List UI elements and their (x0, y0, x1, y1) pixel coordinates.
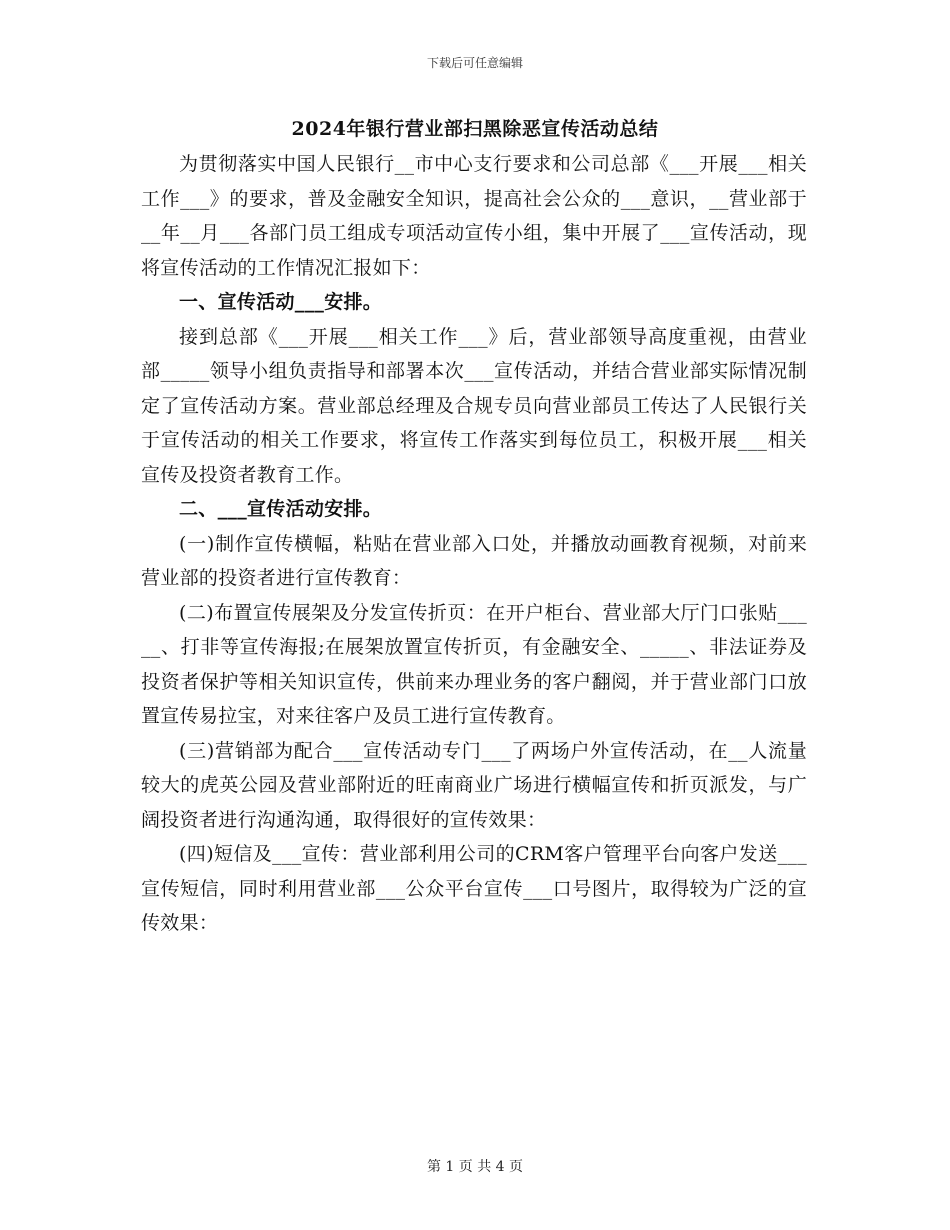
document-body (141, 147, 807, 941)
item-4-paragraph: (四)短信及___宣传：营业部利用公司的CRM客户管理平台向客户发送___宣传短信，同时利用营业部___公众平台宣传___口号图片，取得较为广泛的宣传效果： (141, 843, 807, 934)
item-3-paragraph: (三)营销部为配合___宣传活动专门___了两场户外宣传活动，在__人流量较大的虎英公园及营业部附近的旺南商业广场进行横幅宣传和折页派发，与广阔投资者进行沟通沟通，取得很好的宣传效果： (141, 739, 807, 831)
intro-paragraph: 为贯彻落实中国人民银行__市中心支行要求和公司总部《___开展___相关工作___》的要求，普及金融安全知识，提高社会公众的___意识，__营业部于__年__月___各部门员工组成专项活动宣传小组，集中开展了___宣传活动，现将宣传活动的工作情况汇报如下： (141, 153, 807, 279)
section-heading-1: 一、宣传活动___安排。 (179, 291, 383, 313)
section-heading-2: 二、___宣传活动安排。 (179, 498, 383, 520)
page-number-footer: 第 1 页 共 4 页 (426, 1159, 524, 1175)
document-title: 2024年银行营业部扫黑除恶宣传活动总结 (291, 118, 659, 140)
section-1-paragraph: 接到总部《___开展___相关工作___》后，营业部领导高度重视，由营业部_____领导小组负责指导和部署本次___宣传活动，并结合营业部实际情况制定了宣传活动方案。营业部总经理及合规专员向营业部员工传达了人民银行关于宣传活动的相关工作要求，将宣传工作落实到每位员工，积极开展___相关宣传及投资者教育工作。 (141, 325, 807, 486)
item-1-paragraph: (一)制作宣传横幅，粘贴在营业部入口处，并播放动画教育视频，对前来营业部的投资者进行宣传教育： (141, 532, 807, 589)
item-2-paragraph: (二)布置宣传展架及分发宣传折页：在开户柜台、营业部大厅门口张贴_____、打非等宣传海报;在展架放置宣传折页，有金融安全、_____、非法证券及投资者保护等相关知识宣传，供前来办理业务的客户翻阅，并于营业部门口放置宣传易拉宝，对来往客户及员工进行宣传教育。 (141, 601, 807, 727)
page-header-note: 下载后可任意编辑 (426, 56, 523, 70)
